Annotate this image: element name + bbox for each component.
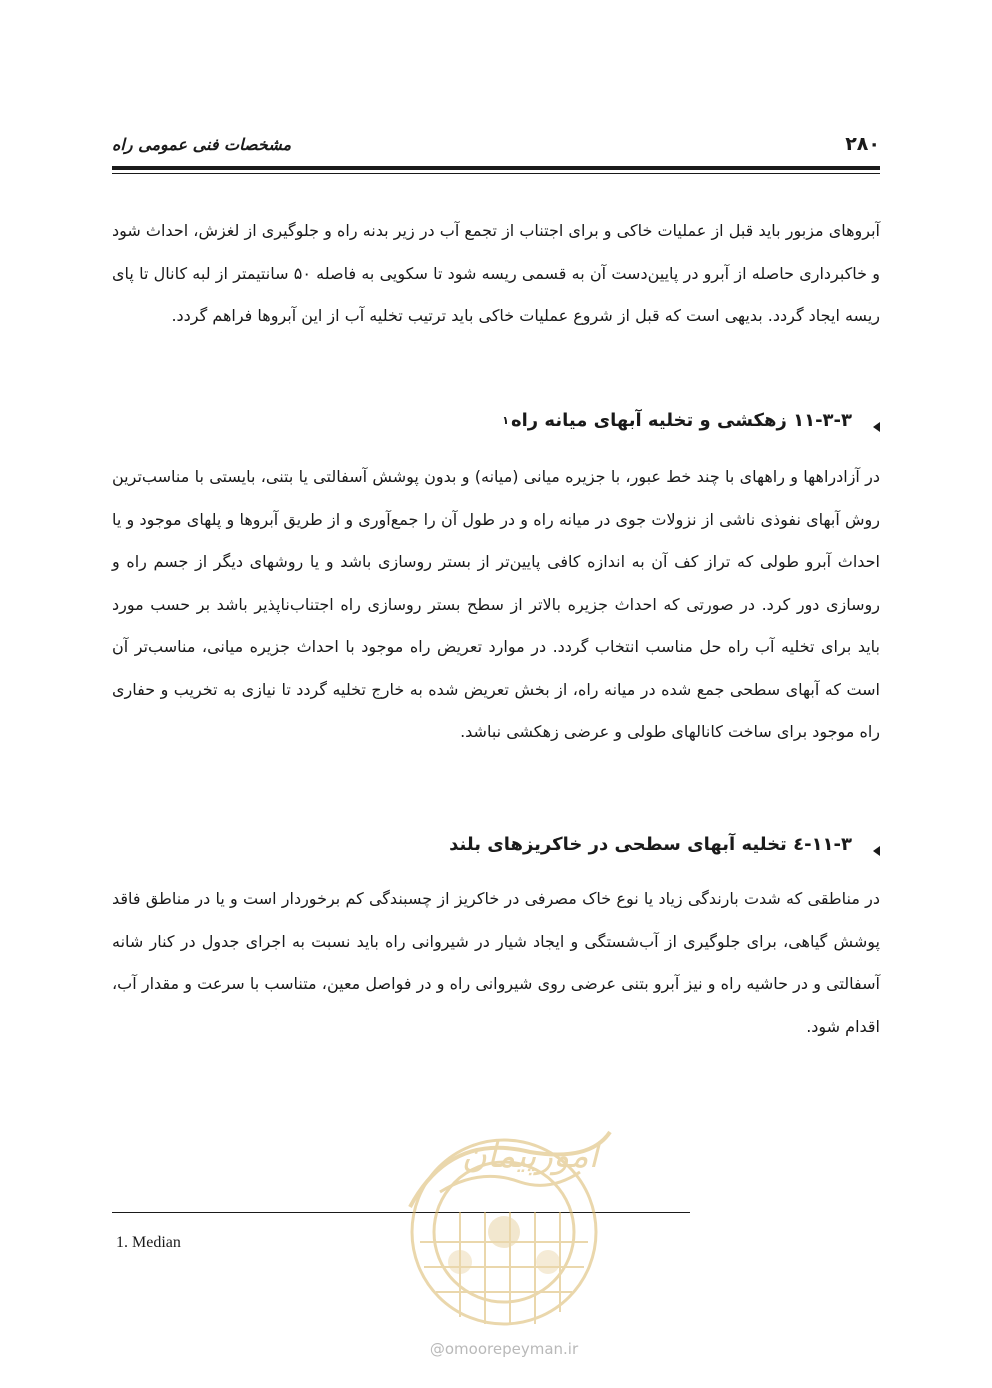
bullet-arrow-icon [873,846,880,856]
section-heading-text: ۱۱-۳-٤ تخلیه آبهای سطحی در خاکریزهای بلند [449,834,852,855]
watermark-url: @omoorepeyman.ir [429,1340,579,1358]
header-rule-thick [112,166,880,170]
section-heading-11-3-3 [502,410,852,431]
watermark-logo-text: امورپیمان [461,1136,599,1176]
section-heading-11-3-4 [449,834,852,855]
paragraph-3: در مناطقی که شدت بارندگی زیاد یا نوع خاک مصرفی در خاکریز از چسبندگی کم برخوردار است و یا در مناطق فاقد پوشش گیاهی، برای جلوگیری از آب‌شستگی و ایجاد شیار در شیروانی راه باید نسبت به اجرای جدول در کنار شانه آسفالتی و در حاشیه راه و نیز آبرو بتنی عرضی روی شیروانی راه و در فواصل معین، متناسب با سرعت و مقدار آب، اقدام شود. [112,889,880,1036]
bullet-arrow-icon [873,422,880,432]
footnote-marker: ۱ [502,414,509,427]
footnote: 1. Median [116,1234,181,1251]
paragraph-2: در آزادراهها و راههای با چند خط عبور، با جزیره میانی (میانه) و بدون پوشش آسفالتی یا بتنی، بایستی با مناسب‌ترین روش آبهای نفوذی ناشی از نزولات جوی در میانه راه و در طول آن را جمع‌آوری و از طریق آبروها و پلهای موجود و یا احداث آبرو طولی که تراز کف آن به اندازه کافی پایین‌تر از بستر روسازی باشد و یا روشهای دیگر از جسم راه و روسازی دور کرد. در صورتی که احداث جزیره بالاتر از سطح بستر روسازی راه اجتناب‌ناپذیر باشد بر حسب مورد باید برای تخلیه آب راه حل مناسب انتخاب گردد. در موارد تعریض راه موجود با احداث جزیره میانی، مناسب‌تر آن است که آبهای سطحی جمع شده در میانه راه، از بخش تعریض شده به خارج تخلیه گردد تا نیازی به تخریب و حفاری راه موجود برای ساخت کانالهای طولی و عرضی زهکشی نباشد. [112,467,880,741]
page-header [112,128,880,160]
watermark-logo [380,1112,628,1340]
running-title: مشخصات فنی عمومی راه [112,134,292,154]
page-number: ۲۸۰ [845,133,880,155]
paragraph-1: آبروهای مزبور باید قبل از عملیات خاکی و برای اجتناب از تجمع آب در زیر بدنه راه و جلوگیری از لغزش، احداث شود و خاکبرداری حاصله از آبرو در پایین‌دست آن به قسمی ریسه شود تا سکویی به فاصله ۵۰ سانتیمتر از لبه کانال تا پای ریسه ایجاد گردد. بدیهی است که قبل از شروع عملیات خاکی باید ترتیب تخلیه آب از این آبروها فراهم گردد. [112,221,880,325]
header-rule-thin [112,173,880,174]
section-heading-text: ۱۱-۳-۳ زهکشی و تخلیه آبهای میانه راه [510,410,852,431]
